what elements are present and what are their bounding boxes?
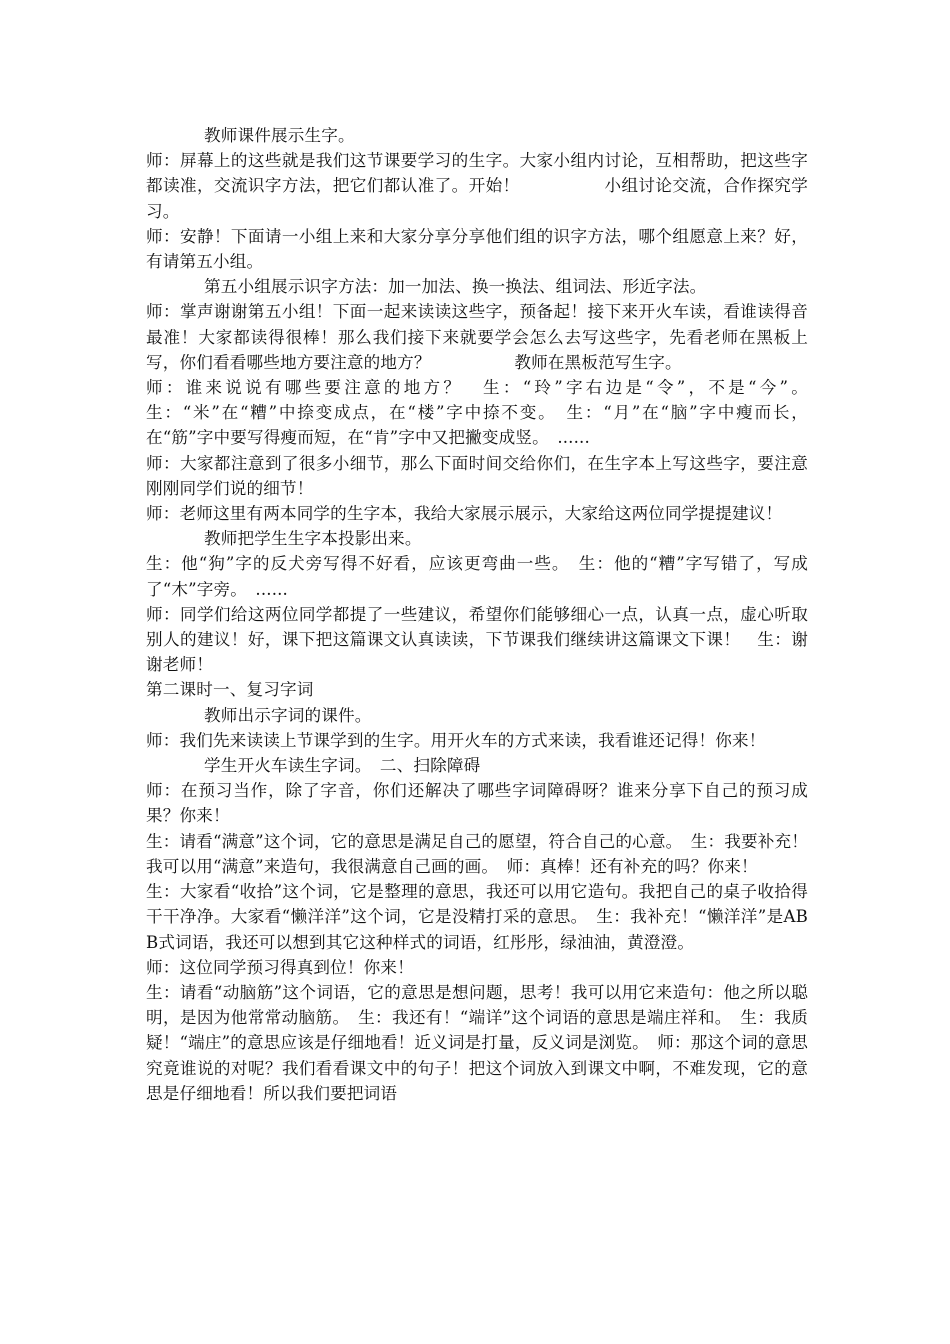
paragraph: 教师课件展示生字。: [204, 126, 355, 145]
paragraph: 师：安静！下面请一小组上来和大家分享分享他们组的识字方法，哪个组愿意上来？好，有请第五小组。: [146, 226, 808, 272]
paragraph: 教师出示字词的课件。: [204, 705, 372, 725]
paragraph: 学生开火车读生字词。 二、扫除障碍: [204, 756, 481, 776]
paragraph: 第五小组展示识字方法：加一加法、换一换法、组词法、形近字法。: [204, 277, 707, 297]
paragraph: 师：老师这里有两本同学的生字本，我给大家展示展示，大家给这两位同学提提建议！: [146, 504, 783, 524]
paragraph: 师：在预习当作，除了字音，你们还解决了哪些字词障碍呀？谁来分享下自己的预习成果？你来！: [146, 781, 808, 826]
paragraph: 师：同学们给这两位同学都提了一些建议，希望你们能够细心一点，认真一点，虚心听取别人的建议！好，课下把这篇课文认真读读，下节课我们继续讲这篇课文下课！ 生：谢谢老师！: [146, 604, 808, 675]
paragraph: 生：大家看“收拾”这个词，它是整理的意思，我还可以用它造句。我把自己的桌子收拾得干干净净。大家看“懒洋洋”这个词，它是没精打采的意思。 生：我补充！“懒洋洋”是ABB式词语，我还可以想到其它这种样式的词语，红彤彤，绿油油，黄澄澄。: [146, 882, 808, 952]
paragraph: 师：谁来说说有哪些要注意的地方？ 生：“玲”字右边是“令”，不是“今”。生：“米”在“糟”中捺变成点，在“楼”字中捺不变。 生：“月”在“脑”字中瘦而长，在“筋”字中要写得瘦而短，在“肯”字中又把撇变成竖。 ......: [146, 378, 808, 448]
document-page: [146, 123, 808, 1106]
paragraph: 第二课时一、复习字词: [146, 680, 314, 700]
paragraph: 生：请看“满意”这个词，它的意思是满足自己的愿望，符合自己的心意。 生：我要补充！我可以用“满意”来造句，我很满意自己画的画。 师：真棒！还有补充的吗？你来！: [146, 831, 808, 876]
paragraph: 师：这位同学预习得真到位！你来！: [146, 957, 414, 977]
paragraph: 教师把学生生字本投影出来。: [204, 529, 422, 549]
paragraph: 生：他“狗”字的反犬旁写得不好看，应该更弯曲一些。 生：他的“糟”字写错了，写成了“木”字旁。 ......: [146, 554, 808, 599]
paragraph: 师：屏幕上的这些就是我们这节课要学习的生字。大家小组内讨论，互相帮助，把这些字都读准，交流识字方法，把它们都认准了。开始！ 小组讨论交流，合作探究学习。: [146, 151, 808, 221]
paragraph: 生：请看“动脑筋”这个词语，它的意思是想问题，思考！我可以用它来造句：他之所以聪明，是因为他常常动脑筋。 生：我还有！“端详”这个词语的意思是端庄祥和。 生：我质疑！“端庄”的意思应该是仔细地看！近义词是打量，反义词是浏览。 师：那这个词的意思究竟谁说的对呢？我们看看课文中的句子！把这个词放入到课文中啊，不难发现，它的意思是仔细地看！所以我们要把词语: [146, 982, 808, 1103]
paragraph: 师：大家都注意到了很多小细节，那么下面时间交给你们，在生字本上写这些字，要注意刚刚同学们说的细节！: [146, 453, 808, 498]
paragraph: 师：掌声谢谢第五小组！下面一起来读读这些字，预备起！接下来开火车读，看谁读得音最准！大家都读得很棒！那么我们接下来就要学会怎么去写这些字，先看老师在黑板上写，你们看看哪些地方要注意的地方？ 教师在黑板范写生字。: [146, 302, 808, 372]
paragraph: 师：我们先来读读上节课学到的生字。用开火车的方式来读，我看谁还记得！你来！: [146, 730, 766, 750]
